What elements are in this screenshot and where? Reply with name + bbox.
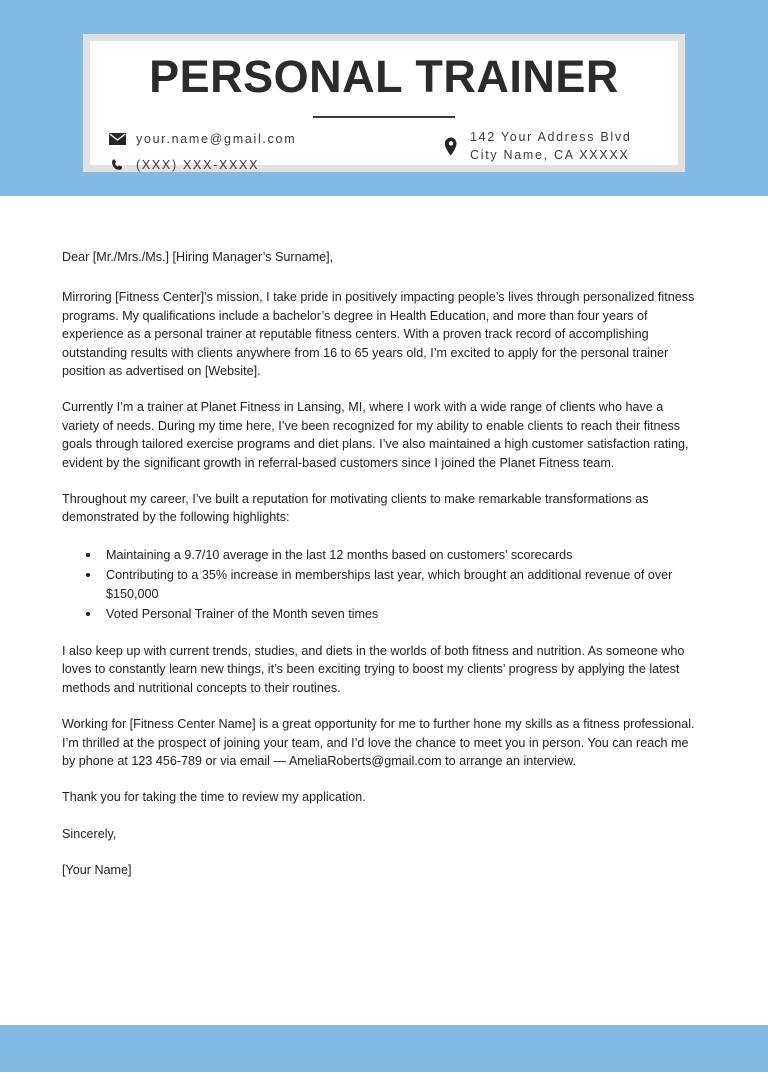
letter-salutation: Dear [Mr./Mrs./Ms.] [Hiring Manager’s Surname],: [62, 250, 334, 264]
list-item: Contributing to a 35% increase in memberships last year, which brought an additional revenue of over $150,000: [62, 566, 700, 604]
contact-left-group: [106, 127, 436, 179]
title-divider: [313, 116, 455, 118]
highlights-list: [62, 546, 700, 624]
letter-paragraph-2: Currently I’m a trainer at Planet Fitness in Lansing, MI, where I work with a wide range of clients who have a variety of needs. During my time here, I’ve been recognized for my ability to enable clients to reach their fitness goals through tailored exercise programs and diet plans. I’ve also maintained a high customer satisfaction rating, evident by the significant growth in referral-based customers since I joined the Planet Fitness team.: [62, 400, 689, 470]
letter-body: [62, 248, 700, 898]
contact-phone-text: (XXX) XXX-XXXX: [136, 158, 260, 172]
phone-icon: [106, 155, 128, 175]
letter-signature: [Your Name]: [62, 863, 132, 878]
address-line-1: 142 Your Address Blvd: [470, 130, 632, 144]
header-card-inner: [90, 41, 678, 172]
contact-address-row: [440, 128, 670, 164]
list-item: Maintaining a 9.7/10 average in the last 12 months based on customers’ scorecards: [62, 546, 700, 565]
letter-paragraph-6: Thank you for taking the time to review my application.: [62, 790, 366, 805]
letter-paragraph-3: Throughout my career, I’ve built a reputation for motivating clients to make remarkable transformations as demonstrated by the following highlights:: [62, 492, 649, 525]
address-line-2: City Name, CA XXXXX: [470, 148, 630, 162]
letter-paragraph-1: Mirroring [Fitness Center]’s mission, I take pride in positively impacting people’s lives through personalized fitness programs. My qualifications include a bachelor’s degree in Health Education, and more than four years of experience as a personal trainer at reputable fitness centers. With a proven track record of accomplishing outstanding results with clients anywhere from 16 to 65 years old, I’m excited to apply for the personal trainer position as advertised on [Website].: [62, 290, 695, 379]
address-lines: [470, 128, 632, 164]
letter-paragraph-5: Working for [Fitness Center Name] is a great opportunity for me to further hone my skills as a fitness professional. I’m thrilled at the prospect of joining your team, and I’d love the chance to meet you in person. You can reach me by phone at 123 456-789 or via email — AmeliaRoberts@gmail.com to arrange an interview.: [62, 717, 695, 768]
contact-address-group: [440, 128, 670, 164]
list-item: Voted Personal Trainer of the Month seven times: [62, 605, 700, 624]
contact-phone-row: [106, 153, 436, 177]
contact-email-row: [106, 127, 436, 151]
envelope-icon: [106, 129, 128, 149]
header-card: [83, 34, 685, 172]
map-pin-icon: [440, 136, 462, 156]
letter-paragraph-4: I also keep up with current trends, studies, and diets in the worlds of both fitness and nutrition. As someone who loves to constantly learn new things, it’s been exciting trying to boost my clients’ progress by applying the latest methods and nutritional concepts to their routines.: [62, 643, 685, 695]
footer-band: [0, 1025, 768, 1072]
page-title: PERSONAL TRAINER: [149, 51, 619, 102]
letter-closing: Sincerely,: [62, 826, 117, 841]
contact-email-text: your.name@gmail.com: [136, 132, 297, 146]
